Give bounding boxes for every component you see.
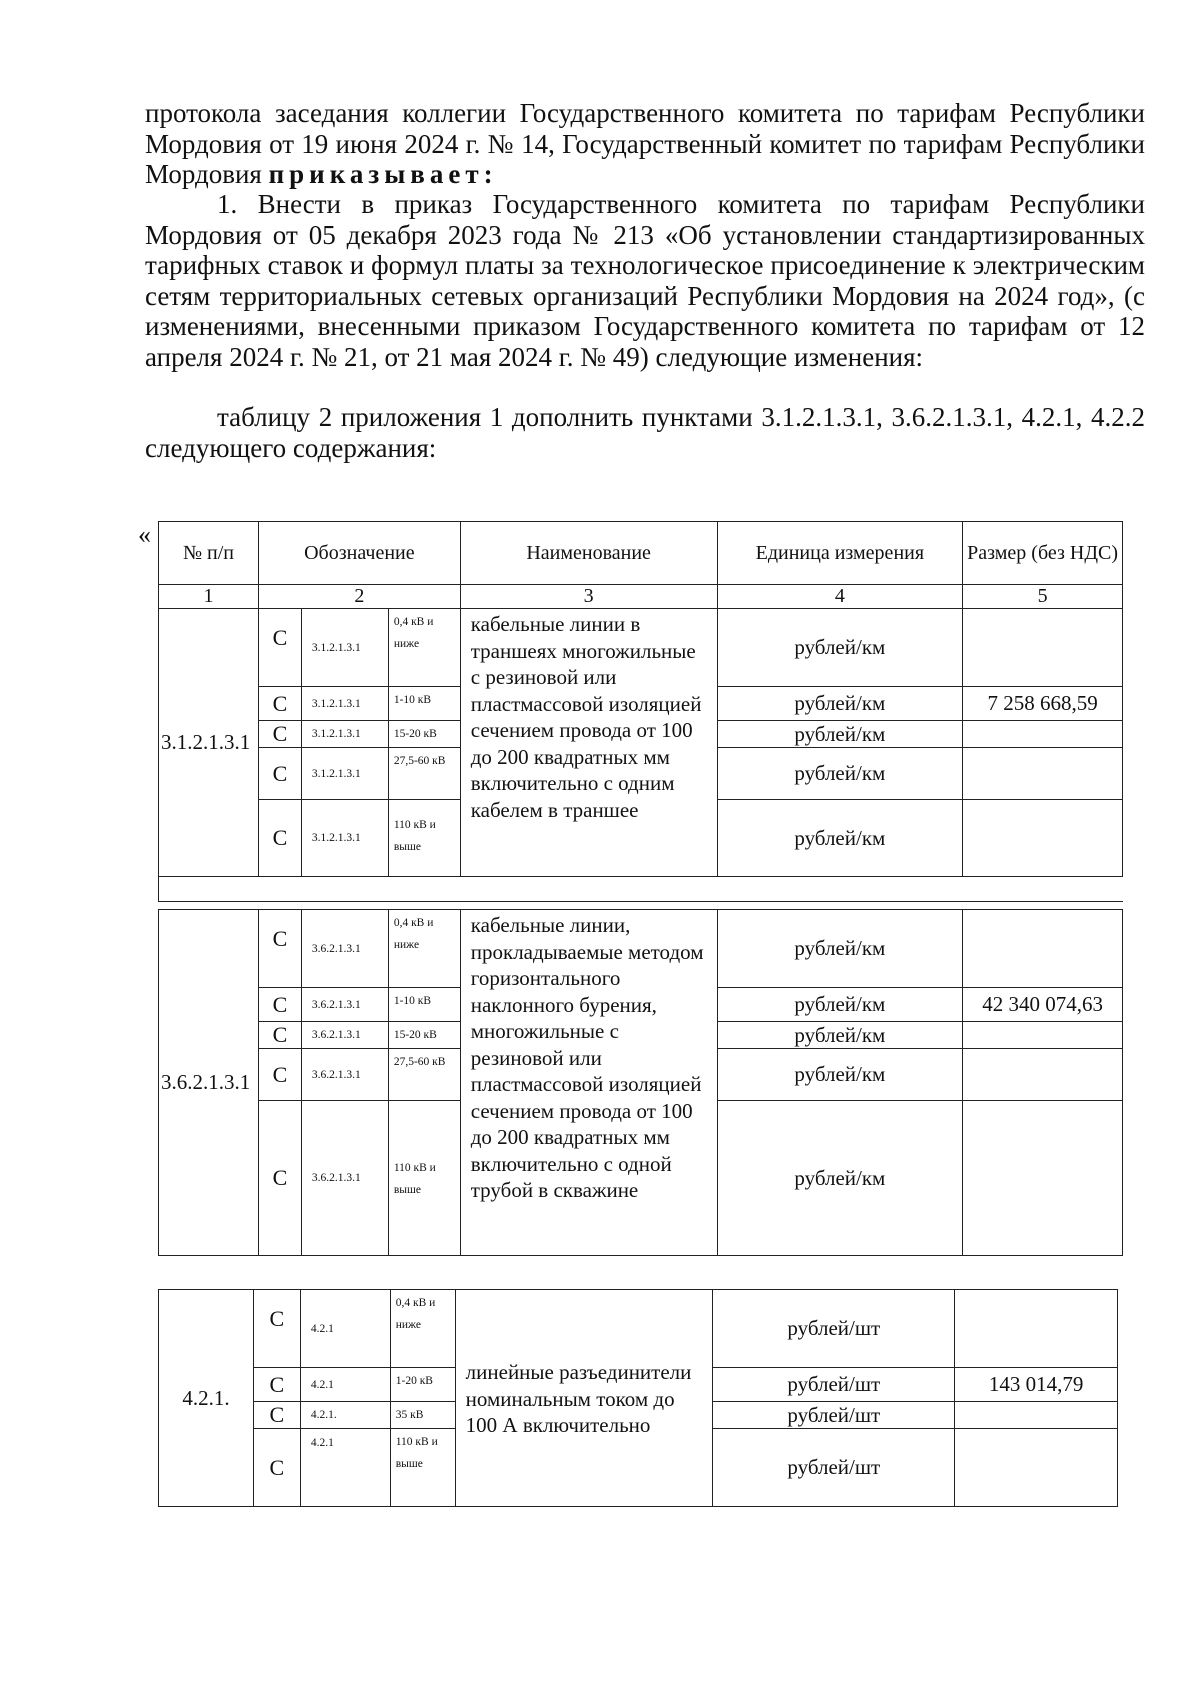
column-number: 1 xyxy=(159,585,259,609)
voltage-cell: 0,4 кВ и ниже xyxy=(388,910,460,988)
column-number: 5 xyxy=(963,585,1123,609)
voltage-cell: 35 кВ xyxy=(390,1402,455,1429)
unit-cell: рублей/шт xyxy=(713,1368,955,1402)
code-cell: 3.1.2.1.3.1 xyxy=(301,687,388,721)
table-row xyxy=(159,910,1123,988)
price-cell-empty xyxy=(955,1402,1118,1429)
unit-cell: рублей/км xyxy=(717,1101,963,1256)
paragraph-table-addition: таблицу 2 приложения 1 дополнить пунктами 3.1.2.1.3.1, 3.6.2.1.3.1, 4.2.1, 4.2.2 следующего содержания: xyxy=(145,402,1145,463)
header-number: № п/п xyxy=(159,522,259,585)
unit-cell: рублей/км xyxy=(717,988,963,1022)
item-number: 3.1.2.1.3.1 xyxy=(159,609,259,877)
code-cell: 4.2.1. xyxy=(300,1402,390,1429)
price-cell-empty xyxy=(955,1429,1118,1507)
price-cell: 143 014,79 xyxy=(955,1368,1118,1402)
price-cell-empty xyxy=(963,609,1123,687)
voltage-cell: 110 кВ и выше xyxy=(388,800,460,877)
table-row xyxy=(159,1290,1118,1368)
orders-word: приказывает: xyxy=(268,159,498,189)
column-number: 2 xyxy=(258,585,460,609)
letter-cell: С xyxy=(253,1290,300,1368)
column-number: 4 xyxy=(717,585,963,609)
code-cell: 3.6.2.1.3.1 xyxy=(301,910,388,988)
unit-cell: рублей/шт xyxy=(713,1402,955,1429)
voltage-cell: 15-20 кВ xyxy=(388,721,460,748)
price-cell-empty xyxy=(963,721,1123,748)
item-name: кабельные линии, прокладываемые методом горизонтального наклонного бурения, многожильные с резиновой или пластмассовой изоляцией сечением провода от 100 до 200 квадратных мм включительно с одной трубой в скважине xyxy=(460,910,717,1256)
code-cell: 3.1.2.1.3.1 xyxy=(301,721,388,748)
voltage-cell: 0,4 кВ и ниже xyxy=(388,609,460,687)
header-designation: Обозначение xyxy=(258,522,460,585)
unit-cell: рублей/км xyxy=(717,609,963,687)
code-cell: 3.1.2.1.3.1 xyxy=(301,748,388,800)
letter-cell: С xyxy=(258,800,301,877)
price-cell: 7 258 668,59 xyxy=(963,687,1123,721)
voltage-cell: 110 кВ и выше xyxy=(390,1429,455,1507)
separator-cell xyxy=(159,877,1123,902)
header-unit: Единица измерения xyxy=(717,522,963,585)
header-size: Размер (без НДС) xyxy=(963,522,1123,585)
unit-cell: рублей/км xyxy=(717,1049,963,1101)
code-cell: 3.6.2.1.3.1 xyxy=(301,988,388,1022)
letter-cell: С xyxy=(258,988,301,1022)
unit-cell: рублей/шт xyxy=(713,1429,955,1507)
unit-cell: рублей/км xyxy=(717,800,963,877)
unit-cell: рублей/км xyxy=(717,687,963,721)
paragraph-protocol-text: протокола заседания коллегии Государственного комитета по тарифам Республики Мордовия от 19 июня 2024 г. № 14, Государственный комитет по тарифам Республики Мордовия xyxy=(145,98,1145,189)
tariff-table-main xyxy=(158,521,1123,902)
letter-cell: С xyxy=(258,748,301,800)
column-number: 3 xyxy=(460,585,717,609)
paragraph-protocol xyxy=(145,98,1145,190)
code-cell: 4.2.1 xyxy=(300,1290,390,1368)
voltage-cell: 0,4 кВ и ниже xyxy=(390,1290,455,1368)
letter-cell: С xyxy=(258,609,301,687)
voltage-cell: 1-10 кВ xyxy=(388,687,460,721)
table-header-row xyxy=(159,522,1123,585)
letter-cell: С xyxy=(253,1402,300,1429)
code-cell: 3.6.2.1.3.1 xyxy=(301,1049,388,1101)
code-cell: 3.1.2.1.3.1 xyxy=(301,800,388,877)
code-cell: 3.6.2.1.3.1 xyxy=(301,1022,388,1049)
unit-cell: рублей/км xyxy=(717,1022,963,1049)
letter-cell: С xyxy=(258,1022,301,1049)
voltage-cell: 1-20 кВ xyxy=(390,1368,455,1402)
letter-cell: С xyxy=(253,1368,300,1402)
letter-cell: С xyxy=(258,687,301,721)
separator-row xyxy=(159,877,1123,902)
voltage-cell: 27,5-60 кВ xyxy=(388,748,460,800)
price-cell-empty xyxy=(963,910,1123,988)
column-numbers-row xyxy=(159,585,1123,609)
letter-cell: С xyxy=(258,1049,301,1101)
code-cell: 3.1.2.1.3.1 xyxy=(301,609,388,687)
tariff-table-block3 xyxy=(158,1289,1118,1507)
price-cell: 42 340 074,63 xyxy=(963,988,1123,1022)
table-row xyxy=(159,609,1123,687)
price-cell-empty xyxy=(963,1101,1123,1256)
price-cell-empty xyxy=(955,1290,1118,1368)
voltage-cell: 110 кВ и выше xyxy=(388,1101,460,1256)
code-cell: 4.2.1 xyxy=(300,1429,390,1507)
voltage-cell: 15-20 кВ xyxy=(388,1022,460,1049)
opening-quote: « xyxy=(138,520,151,549)
item-number: 3.6.2.1.3.1 xyxy=(159,910,259,1256)
voltage-cell: 27,5-60 кВ xyxy=(388,1049,460,1101)
letter-cell: С xyxy=(258,910,301,988)
letter-cell: С xyxy=(258,1101,301,1256)
unit-cell: рублей/км xyxy=(717,748,963,800)
price-cell-empty xyxy=(963,1049,1123,1101)
item-name: линейные разъединители номинальным током до 100 А включительно xyxy=(455,1290,713,1507)
unit-cell: рублей/км xyxy=(717,910,963,988)
voltage-cell: 1-10 кВ xyxy=(388,988,460,1022)
price-cell-empty xyxy=(963,800,1123,877)
header-name: Наименование xyxy=(460,522,717,585)
price-cell-empty xyxy=(963,748,1123,800)
price-cell-empty xyxy=(963,1022,1123,1049)
code-cell: 4.2.1 xyxy=(300,1368,390,1402)
letter-cell: С xyxy=(253,1429,300,1507)
code-cell: 3.6.2.1.3.1 xyxy=(301,1101,388,1256)
item-number: 4.2.1. xyxy=(159,1290,254,1507)
tariff-table-block2 xyxy=(158,909,1123,1256)
letter-cell: С xyxy=(258,721,301,748)
paragraph-amendment: 1. Внести в приказ Государственного комитета по тарифам Республики Мордовия от 05 декабря 2023 года № 213 «Об установлении стандартизированных тарифных ставок и формул платы за технологическое присоединение к электрическим сетям территориальных сетевых организаций Республики Мордовия на 2024 год», (с изменениями, внесенными приказом Государственного комитета по тарифам от 12 апреля 2024 г. № 21, от 21 мая 2024 г. № 49) следующие изменения: xyxy=(145,189,1145,372)
item-name: кабельные линии в траншеях многожильные с резиновой или пластмассовой изоляцией сечением провода от 100 до 200 квадратных мм включительно с одним кабелем в траншее xyxy=(460,609,717,877)
unit-cell: рублей/км xyxy=(717,721,963,748)
unit-cell: рублей/шт xyxy=(713,1290,955,1368)
